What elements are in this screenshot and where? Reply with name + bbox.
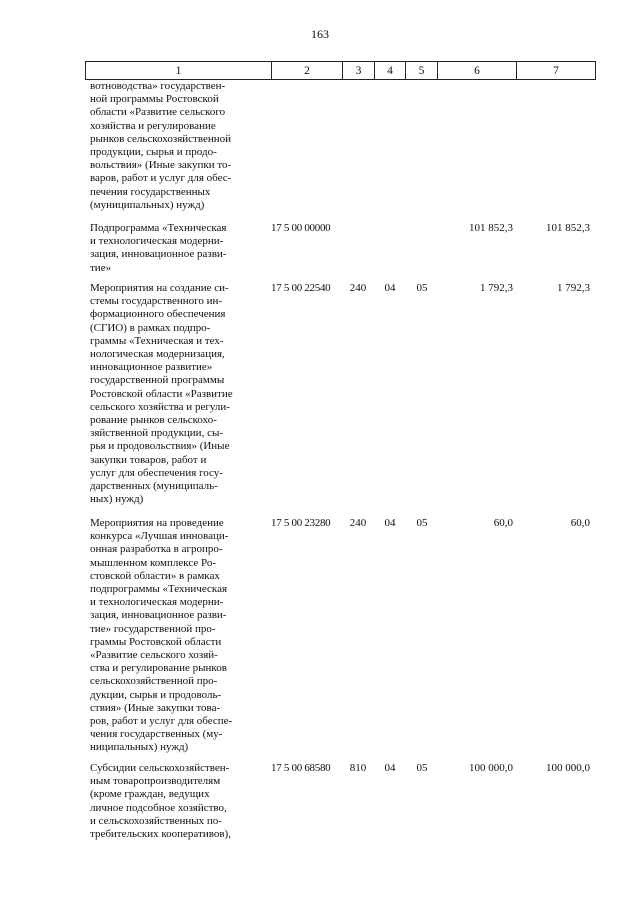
row-amount-1: 1 792,3 bbox=[480, 282, 513, 294]
row-amount-1: 60,0 bbox=[493, 517, 513, 529]
row-amount-1: 100 000,0 bbox=[469, 762, 513, 774]
row-pr: 05 bbox=[416, 282, 428, 294]
row-code: 17 5 00 68580 bbox=[271, 762, 331, 774]
row-pr: 05 bbox=[416, 517, 428, 529]
row-amount-2: 1 792,3 bbox=[557, 282, 590, 294]
row-rz: 04 bbox=[384, 762, 396, 774]
header-col-2: 2 bbox=[272, 62, 343, 80]
column-header-row bbox=[85, 61, 596, 80]
row-code: 17 5 00 00000 bbox=[271, 222, 331, 234]
header-col-1: 1 bbox=[86, 62, 272, 80]
row-vr: 810 bbox=[349, 762, 367, 774]
row-description: Мероприятия на проведение конкурса «Лучшая инноваци- онная разработка в агропро- мышленном комплексе Ро- стовской области» в рамках подпрограммы «Техническая и технологическая модерни- зация, инновационное разви- тие» государственной про- граммы Ростовской области «Развитие сельского хозяй- ства и регулирование рынков сельскохозяйственной про- дукции, сырья и продоволь- ствия» (Иные закупки това- ров, работ и услуг для обеспе- чения государственных (му- ниципальных) нужд) bbox=[90, 517, 233, 754]
row-description: Мероприятия на создание си- стемы государственного ин- формационного обеспечения (СГИО) в рамках подпро- граммы «Техническая и тех- нологическая модернизация, инновационное развитие» государственной программы Ростовской области «Развитие сельского хозяйства и регули- рование рынков сельскохо- зяйственной продукции, сы- рья и продовольствия» (Иные закупки товаров, работ и услуг для обеспечения госу- дарственных (муниципаль- ных) нужд) bbox=[90, 282, 233, 506]
row-description: Субсидии сельскохозяйствен- ным товаропроизводителям (кроме граждан, ведущих личное подсобное хозяйство, и сельскохозяйственных по- требительских кооперативов), bbox=[90, 762, 231, 841]
row-rz: 04 bbox=[384, 517, 396, 529]
row-code: 17 5 00 22540 bbox=[271, 282, 331, 294]
row-vr: 240 bbox=[349, 517, 367, 529]
header-col-5: 5 bbox=[406, 62, 438, 80]
header-col-4: 4 bbox=[375, 62, 406, 80]
row-pr: 05 bbox=[416, 762, 428, 774]
row-description: вотноводства» государствен- ной программы Ростовской области «Развитие сельского хозяйства и регулирование рынков сельскохозяйственной продукции, сырья и продо- вольствия» (Иные закупки то- варов, работ и услуг для обес- печения государственных (муниципальных) нужд) bbox=[90, 80, 232, 211]
page-number: 163 bbox=[311, 27, 329, 41]
row-rz: 04 bbox=[384, 282, 396, 294]
header-col-6: 6 bbox=[438, 62, 517, 80]
row-code: 17 5 00 23280 bbox=[271, 517, 331, 529]
row-vr: 240 bbox=[349, 282, 367, 294]
row-amount-2: 100 000,0 bbox=[546, 762, 590, 774]
row-description: Подпрограмма «Техническая и технологическая модерни- зация, инновационное разви- тие» bbox=[90, 222, 227, 274]
row-amount-2: 60,0 bbox=[570, 517, 590, 529]
header-col-7: 7 bbox=[517, 62, 596, 80]
row-amount-1: 101 852,3 bbox=[469, 222, 513, 234]
row-amount-2: 101 852,3 bbox=[546, 222, 590, 234]
header-col-3: 3 bbox=[343, 62, 375, 80]
